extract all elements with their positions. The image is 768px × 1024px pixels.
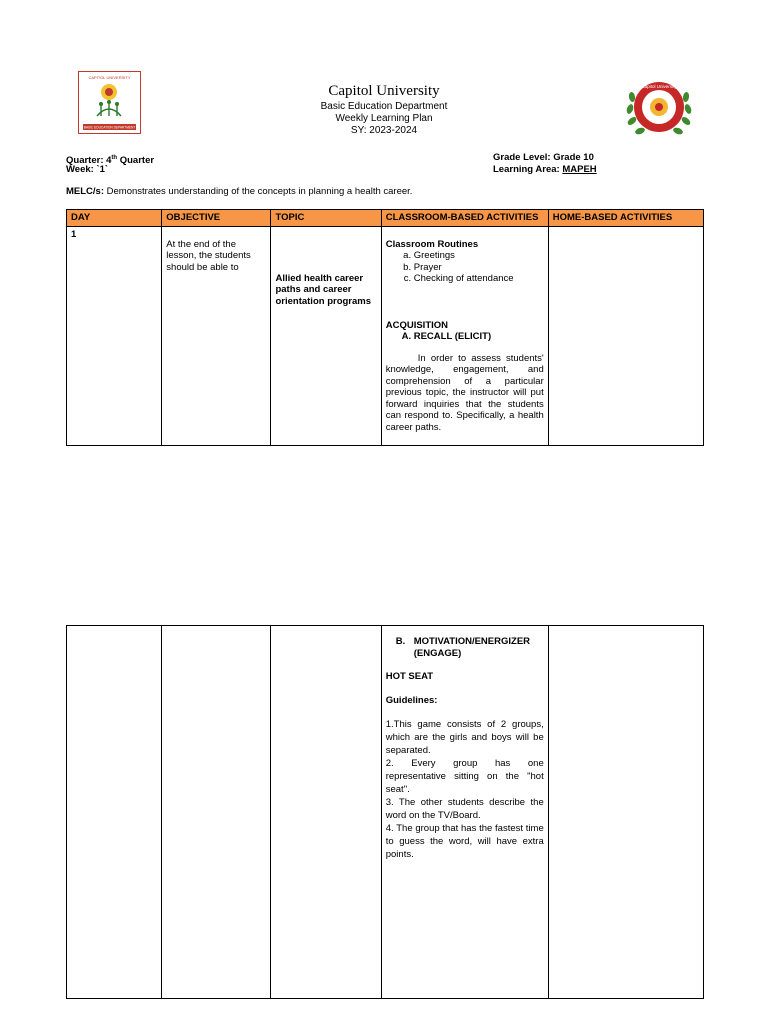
area-line — [493, 164, 597, 176]
week-value: `1` — [96, 164, 109, 175]
list-item: c. Checking of attendance — [414, 273, 544, 285]
header-day: DAY — [67, 210, 162, 227]
cell-objective — [162, 226, 271, 445]
motivation-text: MOTIVATION/ENERGIZER (ENGAGE) — [413, 636, 531, 659]
table-row — [67, 626, 704, 999]
lesson-plan-table — [66, 209, 704, 446]
header-objective: OBJECTIVE — [162, 210, 271, 227]
school-name: Capitol University — [328, 83, 440, 99]
area-value: MAPEH — [562, 164, 597, 175]
lesson-plan-table-continued — [66, 625, 704, 999]
list-item: a. Greetings — [414, 250, 544, 262]
guideline-item: 1.This game consists of 2 groups, which are the girls and boys will be separated. — [385, 719, 544, 756]
cell-classroom — [381, 626, 548, 999]
cell-day: 1 — [67, 226, 162, 445]
header-classroom: CLASSROOM-BASED ACTIVITIES — [381, 210, 548, 227]
week-line — [66, 164, 108, 176]
guideline-item: 3. The other students describe the word on the TV/Board. — [385, 797, 544, 821]
cell-day-empty — [67, 626, 162, 999]
quarter-word: Quarter — [119, 155, 155, 167]
routines-list — [386, 250, 544, 285]
cell-topic-empty — [271, 626, 381, 999]
guideline-item: 4. The group that has the fastest time to guess the word, will have extra points. — [385, 823, 544, 860]
topic-text: Allied health career paths and career orientation programs — [275, 272, 372, 307]
header-topic: TOPIC — [271, 210, 381, 227]
header-home: HOME-BASED ACTIVITIES — [548, 210, 703, 227]
game-title: HOT SEAT — [385, 671, 434, 682]
acquisition-list — [386, 331, 544, 343]
table-row — [67, 226, 704, 445]
school-year: SY: 2023-2024 — [350, 125, 418, 136]
grade-value: Grade 10 — [553, 152, 594, 163]
cell-topic — [271, 226, 381, 445]
objective-text: At the end of the lesson, the students should be able to — [166, 238, 251, 273]
melc-value: Demonstrates understanding of the concepts in planning a health career. — [106, 186, 413, 197]
table-header-row — [67, 210, 704, 227]
melc-line — [66, 186, 412, 198]
acquisition-title: ACQUISITION — [385, 319, 449, 331]
cell-objective-empty — [162, 626, 271, 999]
logo-right-text: Capitol University — [641, 84, 677, 89]
melc-label: MELC/s: — [66, 186, 104, 197]
week-label: Week: — [66, 164, 94, 175]
area-label: Learning Area: — [493, 164, 560, 175]
logo-left-text: CAPITOL UNIVERSITY — [88, 75, 131, 80]
list-item: b. Prayer — [414, 262, 544, 274]
quarter-number: 4 — [106, 155, 112, 167]
grade-label: Grade Level: — [493, 152, 551, 163]
cell-home — [548, 226, 703, 445]
school-logo-right — [620, 75, 698, 143]
department-name: Basic Education Department — [320, 101, 448, 112]
recall-heading: A. RECALL (ELICIT) — [414, 331, 544, 343]
guideline-item: 2. Every group has one representative sitting on the "hot seat". — [385, 758, 544, 795]
recall-text: In order to assess students' knowledge, engagement, and comprehension of a particular previous topic, the instructor will put forward inquiries that the students can respond to. Specifically, a health career paths. — [385, 352, 544, 433]
guidelines-title: Guidelines: — [385, 694, 438, 706]
motivation-heading: B. MOTIVATION/ENERGIZER (ENGAGE) — [386, 636, 544, 659]
cell-classroom — [381, 226, 548, 445]
logo-left-caption: BASIC EDUCATION DEPARTMENT — [83, 125, 136, 130]
plan-title: Weekly Learning Plan — [335, 113, 433, 124]
quarter-suffix: th — [111, 155, 118, 161]
quarter-label: Quarter: — [66, 155, 104, 167]
routines-title: Classroom Routines — [385, 238, 479, 250]
grade-line — [493, 152, 594, 164]
cell-home-empty — [548, 626, 703, 999]
